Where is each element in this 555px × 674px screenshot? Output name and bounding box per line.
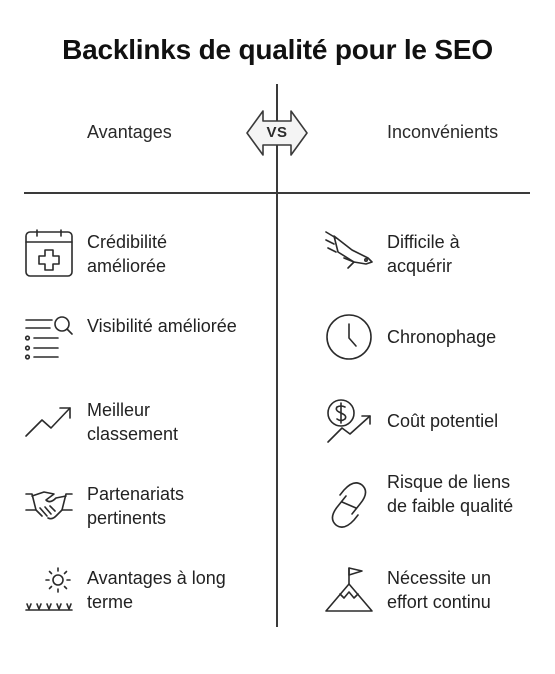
mountain-flag-icon xyxy=(324,564,374,614)
search-list-icon xyxy=(24,312,74,362)
broken-link-icon xyxy=(324,480,374,530)
advantage-label: Avantages à long terme xyxy=(87,568,226,612)
disadvantage-label: Difficile à acquérir xyxy=(387,232,460,276)
advantage-label: Meilleur classement xyxy=(87,400,179,444)
advantage-label: Visibilité améliorée xyxy=(87,316,237,336)
disadvantage-label: Risque de liens de faible qualité xyxy=(387,472,514,516)
medical-calendar-icon xyxy=(24,228,74,278)
disadvantage-label: Chronophage xyxy=(387,327,497,347)
handshake-icon xyxy=(24,480,74,530)
diving-bird-icon xyxy=(324,228,374,278)
trend-up-icon xyxy=(24,396,74,446)
clock-icon xyxy=(324,312,374,362)
advantage-label: Partenariats pertinents xyxy=(87,484,185,528)
advantages-header: Avantages xyxy=(87,122,172,142)
header-divider xyxy=(24,192,530,194)
disadvantage-label: Coût potentiel xyxy=(387,411,499,431)
vs-label: VS xyxy=(266,124,288,141)
disadvantages-header: Inconvénients xyxy=(387,122,499,142)
dollar-cost-icon xyxy=(324,396,374,446)
disadvantage-label: Nécessite un effort continu xyxy=(387,568,492,612)
center-divider xyxy=(276,84,278,627)
advantage-label: Crédibilité améliorée xyxy=(87,232,168,276)
page-title: Backlinks de qualité pour le SEO xyxy=(62,34,493,65)
sun-grass-icon xyxy=(24,564,74,614)
